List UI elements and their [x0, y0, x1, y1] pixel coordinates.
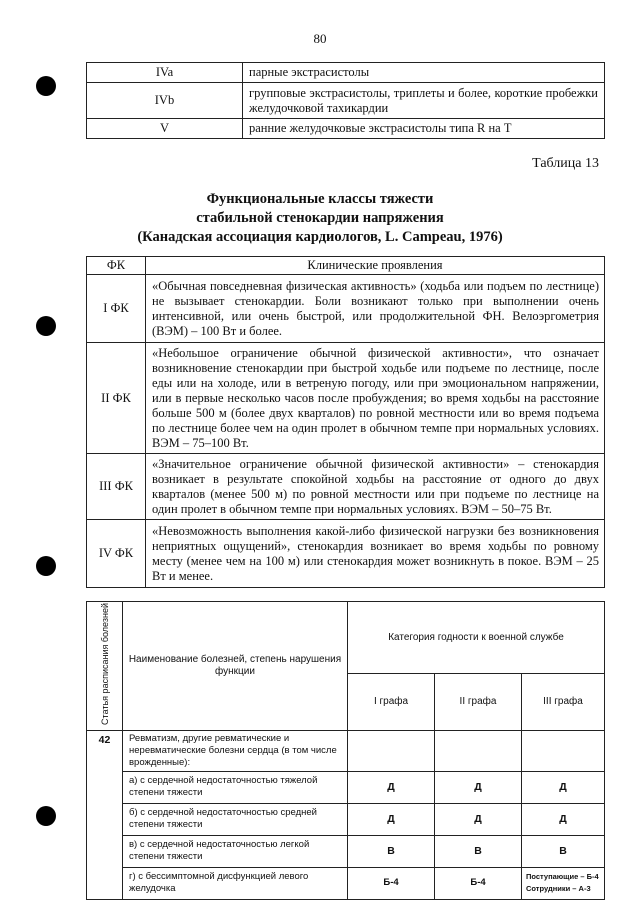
description-cell: групповые экстрасистолы, триплеты и более, короткие пробежки желудочковой тахикардии: [243, 83, 605, 119]
description-cell: ранние желудочковые экстрасистолы типа R на T: [243, 119, 605, 139]
category-cell: Д: [522, 803, 605, 835]
arrhythmia-table: [86, 62, 605, 139]
column-header: I графа: [348, 674, 435, 731]
column-header: ФК: [87, 257, 146, 275]
table-row: [87, 119, 605, 139]
table-row: [87, 520, 605, 588]
empty-cell: [522, 730, 605, 771]
class-cell: III ФК: [87, 454, 146, 520]
table-row: [87, 275, 605, 343]
category-cell: Д: [435, 803, 522, 835]
punch-hole: [36, 316, 56, 336]
category-cell: Б-4: [348, 867, 435, 899]
category-cell: В: [522, 835, 605, 867]
column-header: Клинические проявления: [146, 257, 605, 275]
empty-cell: [435, 730, 522, 771]
table-row: [87, 867, 605, 899]
category-cell: Д: [348, 803, 435, 835]
table-row: [87, 803, 605, 835]
table-row: [87, 343, 605, 454]
class-cell: IV ФК: [87, 520, 146, 588]
empty-cell: [348, 730, 435, 771]
class-cell: I ФК: [87, 275, 146, 343]
table-row: [87, 83, 605, 119]
column-header: Категория годности к военной службе: [348, 602, 605, 674]
class-cell: V: [87, 119, 243, 139]
column-header: [87, 602, 123, 731]
category-employees: Сотрудники – А-3: [526, 884, 591, 894]
table-row: [87, 454, 605, 520]
table-row: [87, 771, 605, 803]
category-cell: В: [435, 835, 522, 867]
description-cell: «Невозможность выполнения какой-либо физической нагрузки без возникновения неприятных ощущений», стенокардия возникает во время ходьбы по ровному месту (менее чем на 100 м) или стенокардия может возникнуть в покое. ВЭМ – 25 Вт и менее.: [146, 520, 605, 588]
category-applicants: Поступающие – Б-4: [526, 872, 599, 882]
punch-hole: [36, 556, 56, 576]
class-cell: IVa: [87, 63, 243, 83]
section-title: Функциональные классы тяжести: [206, 191, 434, 207]
disease-intro: Ревматизм, другие ревматические и неревматические болезни сердца (в том числе врожденные):: [123, 730, 348, 771]
punch-hole: [36, 76, 56, 96]
category-cell: Д: [348, 771, 435, 803]
description-cell: «Обычная повседневная физическая активность» (ходьба или подъем по лестнице) не вызывает стенокардии. Боли возникают только при выполнении очень интенсивной, или очень быстрой, или продолжительной ФН. Велоэргометрия (ВЭМ) – 100 Вт и более.: [146, 275, 605, 343]
category-cell: Б-4: [435, 867, 522, 899]
disease-name: в) с сердечной недостаточностью легкой степени тяжести: [123, 835, 348, 867]
column-header: Наименование болезней, степень нарушения функции: [123, 602, 348, 731]
description-cell: «Значительное ограничение обычной физической активности» – стенокардия возникает в результате спокойной ходьбы на расстояние от одного до двух кварталов (менее 500 м) по ровной местности или при подъеме по лестнице на один пролет в обычном темпе при нормальных условиях. ВЭМ – 50–75 Вт.: [146, 454, 605, 520]
category-cell: Д: [435, 771, 522, 803]
column-header: III графа: [522, 674, 605, 731]
disease-name: б) с сердечной недостаточностью средней степени тяжести: [123, 803, 348, 835]
table-row: [87, 835, 605, 867]
military-fitness-table: [86, 601, 605, 900]
class-cell: IVb: [87, 83, 243, 119]
functional-class-table: [86, 256, 605, 588]
category-cell: [522, 867, 605, 899]
punch-hole: [36, 806, 56, 826]
description-cell: парные экстрасистолы: [243, 63, 605, 83]
description-cell: «Небольшое ограничение обычной физической активности», что означает возникновение стенокардии при быстрой ходьбе или подъеме по лестнице, после еды или на холоде, или в ветреную погоду, или при эмоциональном напряжении, или в первые несколько часов после пробуждения; во время ходьбы на расстояние больше 500 м (более двух кварталов) по ровной местности или во время подъема по лестнице более чем на один пролет в обычном темпе при нормальных условиях. ВЭМ – 75–100 Вт.: [146, 343, 605, 454]
table-header-row: [87, 257, 605, 275]
page-number: 80: [313, 31, 327, 46]
category-cell: В: [348, 835, 435, 867]
section-title: (Канадская ассоциация кардиологов, L. Campeau, 1976): [137, 229, 503, 245]
table-row: [87, 730, 605, 771]
column-header: II графа: [435, 674, 522, 731]
section-title: стабильной стенокардии напряжения: [196, 210, 444, 226]
table-header-row: [87, 602, 605, 674]
class-cell: II ФК: [87, 343, 146, 454]
disease-name: г) с бессимптомной дисфункцией левого желудочка: [123, 867, 348, 899]
table-row: [87, 63, 605, 83]
table-label: Таблица 13: [532, 156, 599, 171]
article-number: 42: [87, 730, 123, 899]
disease-name: а) с сердечной недостаточностью тяжелой степени тяжести: [123, 771, 348, 803]
article-header: Статья расписания болезней: [99, 603, 110, 725]
category-cell: Д: [522, 771, 605, 803]
